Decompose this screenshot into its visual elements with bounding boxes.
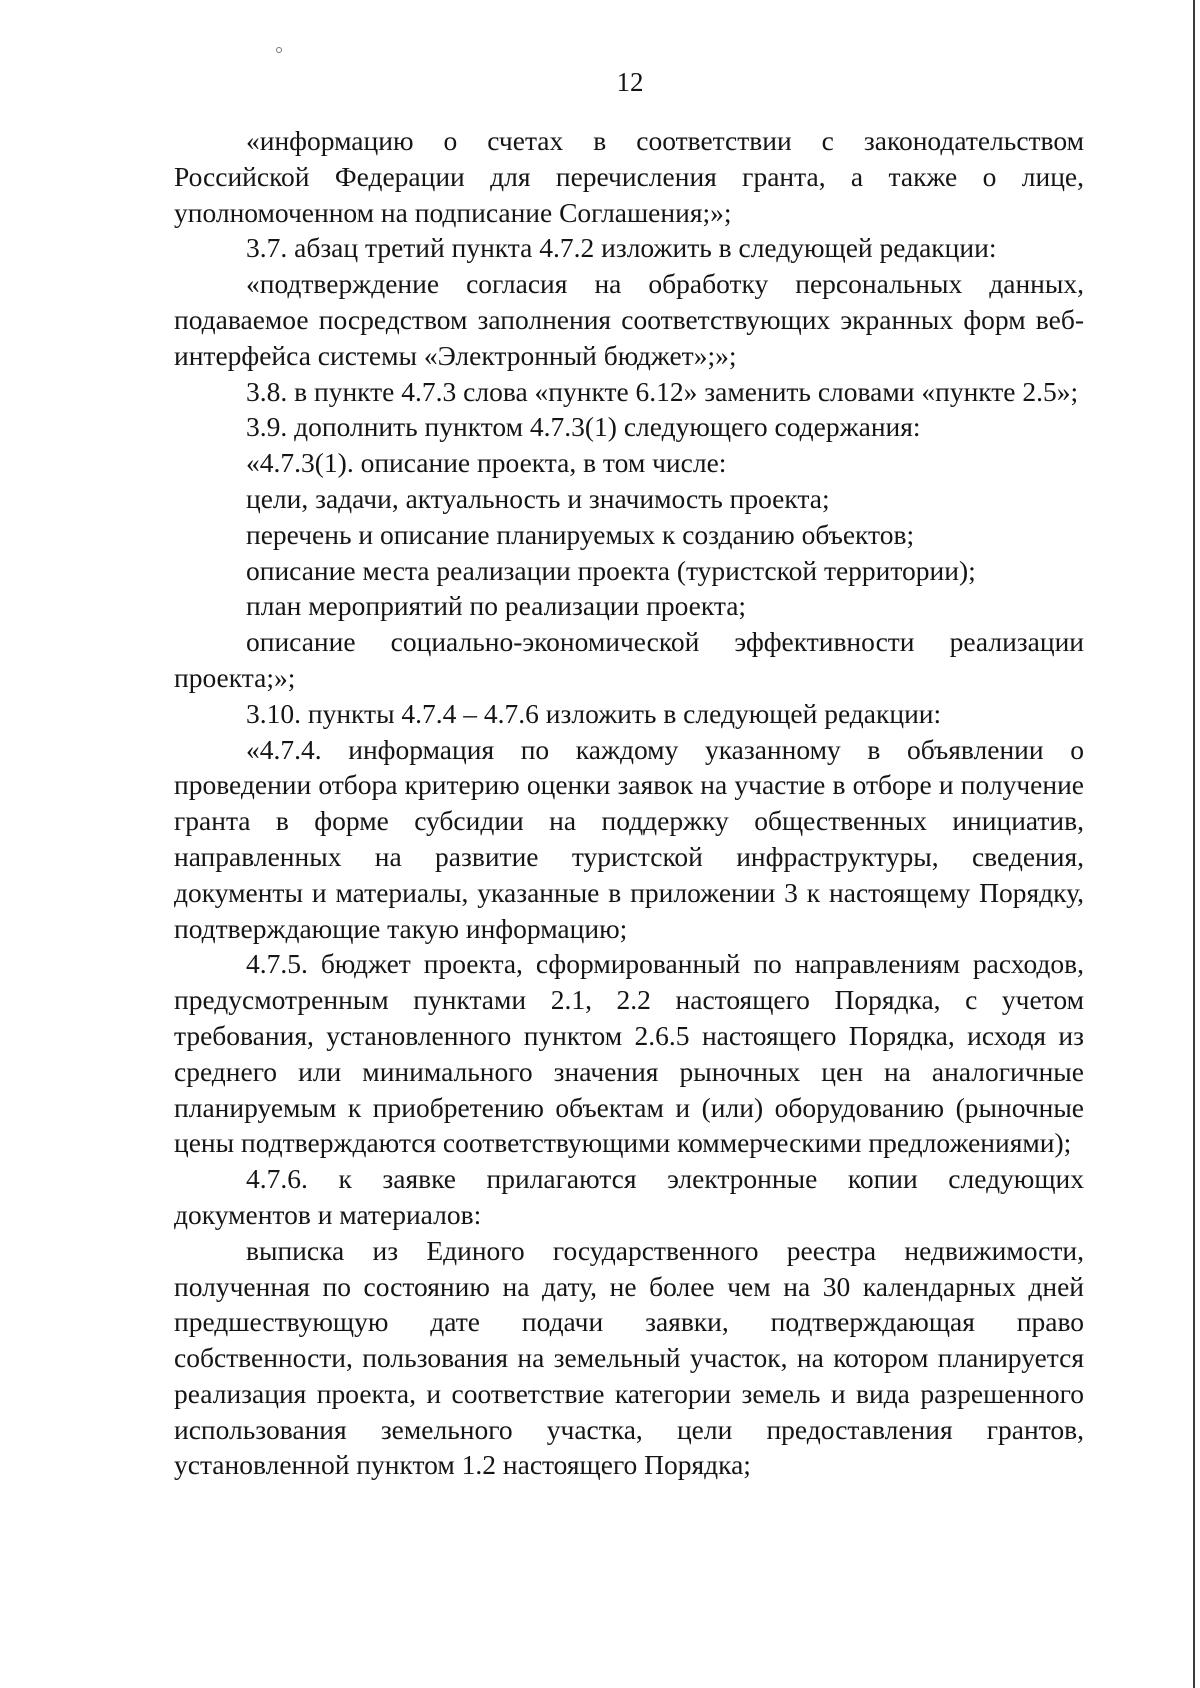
paragraph: «4.7.3(1). описание проекта, в том числе:	[246, 447, 727, 479]
paragraph: 3.9. дополнить пунктом 4.7.3(1) следующего содержания:	[246, 411, 921, 443]
paragraph: цели, задачи, актуальность и значимость проекта;	[246, 482, 830, 514]
paragraph: выписка из Единого государственного реестра недвижимости, полученная по состоянию на дату, не более чем на 30 календарных дней предшествующую дате подачи заявки, подтверждающая право собственности, пользования на земельный участок, на котором планируется реализация проекта, и соответствие категории земель и вида разрешенного использования земельного участка, цели предоставления грантов, установленной пунктом 1.2 настоящего Порядка;	[174, 1234, 1084, 1481]
paragraph: 3.8. в пункте 4.7.3 слова «пункте 6.12» заменить словами «пункте 2.5»;	[246, 375, 1079, 407]
paragraph: «4.7.4. информация по каждому указанному в объявлении о проведении отбора критерию оценки заявок на участие в отборе и получение гранта в форме субсидии на поддержку общественных инициатив, направленных на развитие туристской инфраструктуры, сведения, документы и материалы, указанные в приложении 3 к настоящему Порядку, подтверждающие такую информацию;	[174, 733, 1084, 944]
paragraph: «информацию о счетах в соответствии с законодательством Российской Федерации для перечисления гранта, а также о лице, уполномоченном на подписание Соглашения;»;	[174, 125, 1084, 228]
document-body	[174, 123, 1084, 1483]
scan-edge-line	[1193, 0, 1195, 1688]
page-number: 12	[616, 67, 644, 97]
paragraph: 4.7.5. бюджет проекта, сформированный по направлениям расходов, предусмотренным пунктами 2.1, 2.2 настоящего Порядка, с учетом требования, установленного пунктом 2.6.5 настоящего Порядка, исходя из среднего или минимального значения рыночных цен на аналогичные планируемым к приобретению объектам и (или) оборудованию (рыночные цены подтверждаются соответствующими коммерческими предложениями);	[174, 948, 1084, 1159]
paragraph: 3.10. пункты 4.7.4 – 4.7.6 изложить в следующей редакции:	[246, 697, 942, 729]
paragraph: план мероприятий по реализации проекта;	[246, 590, 747, 622]
scan-speck	[276, 47, 282, 53]
paragraph: описание места реализации проекта (туристской территории);	[246, 554, 976, 586]
paragraph: «подтверждение согласия на обработку персональных данных, подаваемое посредством заполнения соответствующих экранных форм веб-интерфейса системы «Электронный бюджет»;»;	[174, 268, 1084, 371]
paragraph: перечень и описание планируемых к созданию объектов;	[246, 518, 915, 550]
paragraph: 3.7. абзац третий пункта 4.7.2 изложить в следующей редакции:	[246, 232, 997, 264]
paragraph: 4.7.6. к заявке прилагаются электронные копии следующих документов и материалов:	[174, 1163, 1084, 1230]
paragraph: описание социально-экономической эффективности реализации проекта;»;	[174, 626, 1084, 693]
